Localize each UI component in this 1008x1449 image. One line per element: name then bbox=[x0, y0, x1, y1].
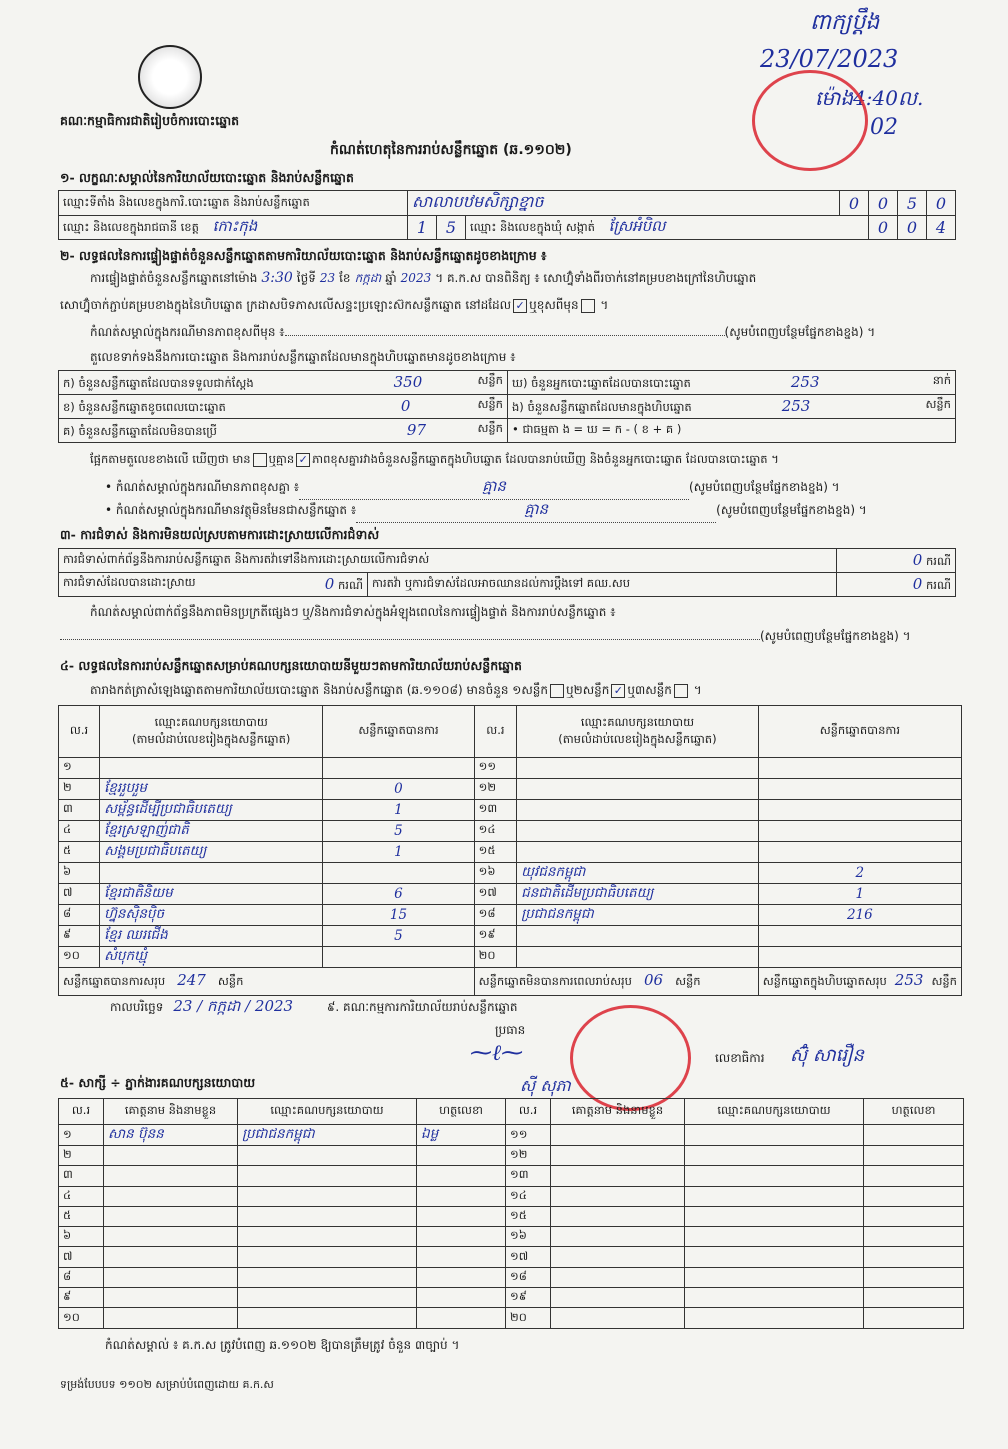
table-row bbox=[59, 1166, 964, 1186]
row-no: ១១ bbox=[506, 1125, 551, 1146]
row-no: ១៩ bbox=[506, 1288, 551, 1308]
witness-signature bbox=[864, 1288, 964, 1308]
section-1-heading: ១- លក្ខណៈសម្គាល់នៃការិយាល័យបោះឆ្នោត និងរាប់សន្លឹកឆ្នោត bbox=[60, 170, 354, 185]
party-name: ខ្មែរជាតិនិយម bbox=[100, 883, 323, 904]
witness-name bbox=[551, 1125, 685, 1146]
table-row bbox=[59, 1308, 964, 1328]
s1-r3-value: ស្រែអំបិល bbox=[608, 216, 666, 235]
party-name bbox=[517, 799, 759, 820]
row-no: ១៥ bbox=[506, 1206, 551, 1226]
row-no: ៩ bbox=[59, 925, 100, 946]
witness-party bbox=[685, 1206, 864, 1226]
witness-signature bbox=[417, 1206, 506, 1226]
president-label: ប្រធាន bbox=[495, 1023, 526, 1037]
table-row bbox=[59, 883, 962, 904]
table-row bbox=[59, 1125, 964, 1146]
table-row bbox=[59, 925, 962, 946]
row-no: ១៧ bbox=[506, 1247, 551, 1267]
witness-name bbox=[104, 1247, 238, 1267]
witness-name bbox=[551, 1146, 685, 1166]
row-no: ១៣ bbox=[474, 799, 516, 820]
checkbox-3sheet[interactable] bbox=[674, 684, 688, 698]
witness-party bbox=[685, 1186, 864, 1206]
witness-party bbox=[238, 1267, 417, 1287]
s1-r2-code-1: 5 bbox=[437, 216, 466, 240]
witness-party bbox=[238, 1186, 417, 1206]
section-1-table bbox=[58, 190, 956, 240]
party-name: យុវជនកម្ពុជា bbox=[517, 862, 759, 883]
org-name: គណៈកម្មាធិការជាតិរៀបចំការបោះឆ្នោត bbox=[60, 113, 240, 128]
s3-note-line: (សូមបំពេញបន្ថែមផ្នែកខាងខ្នង) ។ bbox=[60, 628, 960, 646]
witness-signature: ឯម្ល bbox=[417, 1125, 506, 1146]
table-row bbox=[59, 862, 962, 883]
s2-e-value: 253 bbox=[781, 396, 811, 415]
s5-note: កំណត់សម្គាល់ ៖ គ.ក.ស ត្រូវបំពេញ ឆ.១១០២ ឱ្យបានត្រឹមត្រូវ ចំនួន ៣ច្បាប់ ។ bbox=[105, 1338, 460, 1352]
row-no: ៣ bbox=[59, 799, 100, 820]
witness-party bbox=[685, 1267, 864, 1287]
witness-party bbox=[238, 1288, 417, 1308]
witness-signature bbox=[864, 1125, 964, 1146]
party-name: សង្គមប្រជាធិបតេយ្យ bbox=[100, 841, 323, 862]
party-name bbox=[100, 862, 323, 883]
party-votes: 5 bbox=[323, 925, 474, 946]
witness-signature bbox=[417, 1247, 506, 1267]
witness-name: សាន ប៊ុនន bbox=[104, 1125, 238, 1146]
section-4-heading: ៤- លទ្ធផលនៃការរាប់សន្លឹកឆ្នោតសម្រាប់គណបក្សនយោបាយនីមួយៗតាមការិយាល័យរាប់សន្លឹកឆ្នោត bbox=[60, 658, 522, 673]
party-name: ហ្វ៊ុនស៊ិនប៉ិច bbox=[100, 904, 323, 925]
party-votes bbox=[758, 946, 961, 967]
checkbox-different[interactable] bbox=[581, 299, 595, 313]
checkbox-1sheet[interactable] bbox=[550, 684, 564, 698]
party-name: ប្រជាជនកម្ពុជា bbox=[517, 904, 759, 925]
row-no: ១៥ bbox=[474, 841, 516, 862]
table-row bbox=[59, 841, 962, 862]
table-row bbox=[59, 820, 962, 841]
witness-name bbox=[104, 1186, 238, 1206]
witness-signature bbox=[417, 1308, 506, 1328]
col-no-left: ល.រ bbox=[59, 706, 100, 758]
witness-name bbox=[104, 1288, 238, 1308]
row-no: ១៦ bbox=[474, 862, 516, 883]
party-votes bbox=[323, 862, 474, 883]
table-row bbox=[59, 1146, 964, 1166]
party-votes: 1 bbox=[323, 799, 474, 820]
s2-figures-table: ក) ចំនួនសន្លឹកឆ្នោតដែលបានទទួលជាក់ស្ដែង 350 សន្លឹក ឃ) ចំនួនអ្នកបោះឆ្នោតដែលបានបោះឆ្នោត 253 នាក់ ខ) ចំនួនសន្លឹកឆ្នោតខូចពេលបោះឆ្នោត 0 សន្លឹក ង) ចំនួនសន្លឹកឆ្នោតដែលមានក្នុងហិបឆ្នោត 253 សន្លឹក គ) ចំនួនសន្លឹកឆ្នោតដែលមិនបានប្រើ 97 សន្លឹក • ជាធម្មតា ង = ឃ = ក - ( ខ + គ ) bbox=[58, 370, 956, 443]
s2-note-2: • កំណត់សម្គាល់ក្នុងករណីមានវត្ថុមិនមែនជាសន្លឹកឆ្នោត ៖ គ្មាន (សូមបំពេញបន្ថែមផ្នែកខាងខ្នង) ។ bbox=[105, 500, 960, 523]
witness-name bbox=[551, 1267, 685, 1287]
row-no: ៤ bbox=[59, 820, 100, 841]
nec-logo bbox=[138, 45, 202, 109]
row-no: ៣ bbox=[59, 1166, 104, 1186]
col-no-right: ល.រ bbox=[474, 706, 516, 758]
row-no: ១៨ bbox=[506, 1267, 551, 1287]
party-votes bbox=[758, 841, 961, 862]
table-row bbox=[59, 1227, 964, 1247]
s2-formula: • ជាធម្មតា ង = ឃ = ក - ( ខ + គ ) bbox=[508, 419, 956, 443]
witness-party bbox=[238, 1247, 417, 1267]
party-name bbox=[517, 758, 759, 779]
witness-party bbox=[685, 1288, 864, 1308]
row-no: ៤ bbox=[59, 1186, 104, 1206]
witness-signature bbox=[864, 1247, 964, 1267]
row-no: ១៤ bbox=[506, 1186, 551, 1206]
witness-signature bbox=[417, 1267, 506, 1287]
row-no: ២០ bbox=[474, 946, 516, 967]
s2-note-1: • កំណត់សម្គាល់ក្នុងករណីមានភាពខុសគ្នា ៖ គ្មាន (សូមបំពេញបន្ថែមផ្នែកខាងខ្នង) ។ bbox=[105, 477, 960, 500]
row-no: ១២ bbox=[474, 778, 516, 799]
table-row bbox=[59, 1186, 964, 1206]
witness-party bbox=[238, 1146, 417, 1166]
witness-party bbox=[238, 1166, 417, 1186]
s1-r1-code-2: 5 bbox=[898, 191, 927, 216]
witness-name bbox=[104, 1267, 238, 1287]
witness-signature bbox=[417, 1227, 506, 1247]
s1-r1-value: សាលាបឋមសិក្សាខ្នាច bbox=[408, 191, 840, 216]
row-no: ១២ bbox=[506, 1146, 551, 1166]
witness-signature bbox=[417, 1166, 506, 1186]
s4-date: កាលបរិច្ឆេទ 23 / កក្កដា / 2023 ៩. គណៈកម្មការការិយាល័យរាប់សន្លឹកឆ្នោត bbox=[110, 997, 518, 1015]
s4-intro: តារាងកត់ត្រាសំឡេងឆ្នោតតាមការិយាល័យបោះឆ្នោត និងរាប់សន្លឹកឆ្នោត (ឆ.១១០៨) មានចំនួន ១សន្លឹក ឬ២សន្លឹក ✓ ឬ៣សន្លឹក ។ bbox=[90, 683, 702, 697]
row-no: ៧ bbox=[59, 1247, 104, 1267]
s2-a-value: 350 bbox=[393, 372, 423, 391]
party-name: ខ្មែររួបរួម bbox=[100, 778, 323, 799]
witness-name bbox=[104, 1227, 238, 1247]
table-row bbox=[59, 758, 962, 779]
s3-r1-value: 0 bbox=[912, 550, 923, 569]
s2-b-value: 0 bbox=[400, 396, 411, 415]
row-no: ១ bbox=[59, 758, 100, 779]
s1-r1-code-1: 0 bbox=[869, 191, 898, 216]
witness-name bbox=[551, 1227, 685, 1247]
total-invalid: 06 bbox=[643, 971, 664, 990]
witness-name bbox=[104, 1166, 238, 1186]
s1-r2-code-0: 1 bbox=[408, 216, 437, 240]
checkbox-no-diff[interactable]: ✓ bbox=[296, 453, 310, 467]
s1-r3-code-1: 0 bbox=[898, 216, 927, 240]
s2-day: 23 bbox=[319, 271, 336, 285]
s4-results-table: ល.រ ឈ្មោះគណបក្សនយោបាយ (តាមលំដាប់លេខរៀងក្នុងសន្លឹកឆ្នោត) សន្លឹកឆ្នោតបានការ ល.រ ឈ្មោះគណបក្សនយោបាយ (តាមលំដាប់លេខរៀងក្នុងសន្លឹកឆ្នោត) សន្លឹកឆ្នោតបានការ ១ ១១ ២ ខ្មែររួបរួម 0 ១២ ៣ សម្ព័ន្ធដើម្បីប្រជាធិបតេយ្យ 1 ១៣ ៤ ខ្មែរស្រឡាញ់ជាតិ 5 ១៤ ៥ សង្គមប្រជាធិបតេយ្យ 1 ១៥ ៦ ១៦ យុវជនកម្ពុជា 2 ៧ ខ្មែរជាតិនិយម 6 ១៧ ជនជាតិដើមប្រជាធិបតេយ្យ 1 ៨ ហ្វ៊ុនស៊ិនប៉ិច 15 ១៨ ប្រជាជនកម្ពុជា 216 ៩ ខ្មែរ ឈរជើង 5 ១៩ ១០ សំបុកឃ្មុំ ២០ សន្លឹកឆ្នោតបានការសរុប 247 សន្លឹក សន្លឹកឆ្នោតមិនបានការពេលរាប់សរុប 06 សន្លឹក សន្លឹកឆ្នោតក្នុងហិបឆ្នោតសរុប 253 សន្លឹក bbox=[58, 705, 962, 996]
total-valid: 247 bbox=[177, 971, 206, 990]
section-3-table: ការជំទាស់ពាក់ព័ន្ធនឹងការរាប់សន្លឹកឆ្នោត និងការតវ៉ាទៅនឹងការដោះស្រាយលើការជំទាស់ 0 ករណី ការជំទាស់ដែលបានដោះស្រាយ 0 ករណី ការតវ៉ា ឬការជំទាស់ដែលអាចឈានដល់ការប្ដឹងទៅ គឈ.សប 0 ករណី bbox=[58, 548, 956, 597]
s1-r3-code-2: 4 bbox=[927, 216, 956, 240]
s2-paragraph-1: ការផ្ទៀងផ្ទាត់ចំនួនសន្លឹកឆ្នោតនៅម៉ោង 3:30 ថ្ងៃទី 23 ខែ កក្កដា ឆ្នាំ 2023 ។ គ.ក.ស បានពិនិត្យ ៖ សោហ្វ៊ុំទាំងពីរចាក់នៅគម្របខាងក្រៅនៃហិបឆ្នោត bbox=[90, 270, 757, 286]
row-no: ១ bbox=[59, 1125, 104, 1146]
witness-party bbox=[685, 1125, 864, 1146]
s2-time: 3:30 bbox=[261, 270, 293, 286]
witness-signature bbox=[417, 1288, 506, 1308]
table-row bbox=[59, 799, 962, 820]
party-name: ខ្មែរស្រឡាញ់ជាតិ bbox=[100, 820, 323, 841]
witness-name bbox=[551, 1288, 685, 1308]
s1-r1-code-0: 0 bbox=[840, 191, 869, 216]
checkbox-yes-diff[interactable] bbox=[253, 453, 267, 467]
party-name: ជនជាតិដើមប្រជាធិបតេយ្យ bbox=[517, 883, 759, 904]
witness-signature bbox=[864, 1146, 964, 1166]
section-3-heading: ៣- ការជំទាស់ និងការមិនយល់ស្របតាមការដោះស្រាយលើការជំទាស់ bbox=[60, 527, 380, 542]
s2-paragraph-3: តួលេខទាក់ទងនឹងការបោះឆ្នោត និងការរាប់សន្លឹកឆ្នោតដែលមានក្នុងហិបឆ្នោតមានដូចខាងក្រោម ៖ bbox=[90, 350, 516, 364]
table-row bbox=[59, 1206, 964, 1226]
party-name: ខ្មែរ ឈរជើង bbox=[100, 925, 323, 946]
row-no: ៩ bbox=[59, 1288, 104, 1308]
party-votes: 1 bbox=[323, 841, 474, 862]
table-row bbox=[59, 778, 962, 799]
witness-party bbox=[685, 1308, 864, 1328]
row-no: ១០ bbox=[59, 946, 100, 967]
s1-r3-label: ឈ្មោះ និងលេខក្នុងឃុំ សង្កាត់ ស្រែអំបិល bbox=[466, 216, 869, 240]
party-name: សម្ព័ន្ធដើម្បីប្រជាធិបតេយ្យ bbox=[100, 799, 323, 820]
party-name bbox=[517, 841, 759, 862]
witness-party bbox=[238, 1227, 417, 1247]
witness-signature bbox=[417, 1186, 506, 1206]
s2-month: កក្កដា bbox=[354, 271, 382, 285]
total-box: 253 bbox=[894, 971, 924, 990]
s2-paragraph-2: សោហ្វ៊ុំចាក់ភ្ជាប់គម្របខាងក្នុងនៃហិបឆ្នោត ក្រដាសបិទភាសលើសន្ទះប្រឡោះស៊កសន្លឹកឆ្នោត នៅដដែល ✓ ឬខុសពីមុន ។ bbox=[60, 298, 609, 312]
red-stamp-committee bbox=[570, 1005, 691, 1111]
row-no: ៨ bbox=[59, 1267, 104, 1287]
s1-r1-label: ឈ្មោះទីតាំង និងលេខក្នុងការិ.បោះឆ្នោត និងរាប់សន្លឹកឆ្នោត bbox=[59, 191, 408, 216]
party-name bbox=[517, 946, 759, 967]
witness-party bbox=[685, 1227, 864, 1247]
section-2-heading: ២- លទ្ធផលនៃការផ្ទៀងផ្ទាត់ចំនួនសន្លឹកឆ្នោតតាមការិយាល័យបោះឆ្នោត និងរាប់សន្លឹកឆ្នោតដូចខាងក្រោម ៖ bbox=[60, 248, 547, 263]
party-votes: 15 bbox=[323, 904, 474, 925]
secretary-label: លេខាធិការ bbox=[715, 1051, 765, 1065]
row-no: ១៧ bbox=[474, 883, 516, 904]
handwritten-word: ពាក្យប្ដឹង bbox=[810, 10, 880, 35]
witness-signature bbox=[864, 1186, 964, 1206]
page-title: កំណត់ហេតុនៃការរាប់សន្លឹកឆ្នោត (ឆ.១១០២) bbox=[330, 142, 572, 158]
witness-party bbox=[685, 1166, 864, 1186]
table-row bbox=[59, 1288, 964, 1308]
party-name bbox=[517, 778, 759, 799]
witness-name bbox=[551, 1186, 685, 1206]
party-votes: 6 bbox=[323, 883, 474, 904]
witness-name bbox=[551, 1247, 685, 1267]
red-stamp-top bbox=[752, 70, 868, 171]
witness-party bbox=[238, 1206, 417, 1226]
witness-party bbox=[685, 1247, 864, 1267]
row-no: ១៨ bbox=[474, 904, 516, 925]
witness-party bbox=[685, 1146, 864, 1166]
s2-c-value: 97 bbox=[406, 420, 427, 439]
party-name bbox=[100, 758, 323, 779]
s1-r2-label: ឈ្មោះ និងលេខក្នុងរាជធានី ខេត្ត កោះកុង bbox=[59, 216, 408, 240]
row-no: ២ bbox=[59, 1146, 104, 1166]
party-votes bbox=[758, 778, 961, 799]
row-no: ៥ bbox=[59, 1206, 104, 1226]
table-row bbox=[59, 1247, 964, 1267]
s1-r3-code-0: 0 bbox=[869, 216, 898, 240]
witness-name bbox=[551, 1308, 685, 1328]
row-no: ១១ bbox=[474, 758, 516, 779]
witness-name bbox=[104, 1308, 238, 1328]
row-no: ១៦ bbox=[506, 1227, 551, 1247]
witness-signature bbox=[864, 1206, 964, 1226]
row-no: ៦ bbox=[59, 1227, 104, 1247]
witness-name bbox=[551, 1166, 685, 1186]
row-no: ៥ bbox=[59, 841, 100, 862]
party-name: សំបុកឃ្មុំ bbox=[100, 946, 323, 967]
witness-signature bbox=[864, 1227, 964, 1247]
s1-r2-value: កោះកុង bbox=[212, 216, 258, 235]
checkbox-2sheet[interactable]: ✓ bbox=[611, 684, 625, 698]
party-votes bbox=[323, 758, 474, 779]
s3-note: កំណត់សម្គាល់ពាក់ព័ន្ធនឹងភាពមិនប្រក្រតីផ្សេងៗ ឬ/និងការជំទាស់ក្នុងអំឡុងពេលនៃការផ្ទៀងផ្ទាត់ និងការរាប់សន្លឹកឆ្នោត ៖ bbox=[90, 605, 616, 619]
s2-year: 2023 bbox=[400, 271, 432, 285]
checkbox-same[interactable]: ✓ bbox=[513, 299, 527, 313]
handwritten-date: 23/07/2023 bbox=[760, 45, 899, 73]
witness-signature bbox=[417, 1146, 506, 1166]
party-votes: 1 bbox=[758, 883, 961, 904]
handwritten-mark: 02 bbox=[870, 115, 898, 140]
s1-r1-code-3: 0 bbox=[927, 191, 956, 216]
s5-witness-table: ល.រ គោត្តនាម និងនាមខ្លួន ឈ្មោះគណបក្សនយោបាយ ហត្ថលេខា ល.រ គោត្តនាម និងនាមខ្លួន ឈ្មោះគណបក្សនយោបាយ ហត្ថលេខា ១ សាន ប៊ុនន ប្រជាជនកម្ពុជា ឯម្ល ១១ ២ ១២ ៣ ១៣ ៤ ១៤ ៥ ១៥ ៦ ១៦ ៧ ១៧ ៨ ១៨ ៩ ១៩ ១០ ២០ bbox=[58, 1098, 964, 1329]
s3-r2-value: 0 bbox=[324, 574, 335, 593]
witness-name bbox=[551, 1206, 685, 1226]
party-votes: 216 bbox=[758, 904, 961, 925]
witness-signature bbox=[864, 1308, 964, 1328]
party-votes bbox=[758, 820, 961, 841]
witness-party bbox=[238, 1308, 417, 1328]
handwritten-time: ម៉ោង4:40ល. bbox=[815, 86, 924, 110]
row-no: ៨ bbox=[59, 904, 100, 925]
party-votes bbox=[758, 799, 961, 820]
table-row bbox=[59, 946, 962, 967]
witness-signature bbox=[864, 1267, 964, 1287]
row-no: ១៩ bbox=[474, 925, 516, 946]
row-no: ២ bbox=[59, 778, 100, 799]
secretary-name: ស៊ុំ សារឿន bbox=[790, 1045, 864, 1066]
row-no: ២០ bbox=[506, 1308, 551, 1328]
footer-form: ទម្រង់បែបបទ ១១០២ សម្រាប់បំពេញដោយ គ.ក.ស bbox=[60, 1378, 274, 1391]
table-row bbox=[59, 1267, 964, 1287]
row-no: ៧ bbox=[59, 883, 100, 904]
party-votes: 0 bbox=[323, 778, 474, 799]
party-name bbox=[517, 925, 759, 946]
row-no: ៦ bbox=[59, 862, 100, 883]
s2-d-value: 253 bbox=[790, 372, 820, 391]
witness-signature bbox=[864, 1166, 964, 1186]
president-name: ស៊ី សុភា bbox=[520, 1076, 571, 1095]
table-row bbox=[59, 904, 962, 925]
party-name bbox=[517, 820, 759, 841]
section-5-heading: ៥- សាក្សី ÷ ភ្នាក់ងារគណបក្សនយោបាយ bbox=[60, 1075, 256, 1090]
row-no: ១៤ bbox=[474, 820, 516, 841]
party-votes: 5 bbox=[323, 820, 474, 841]
witness-name bbox=[104, 1206, 238, 1226]
s2-paragraph-4: ផ្អែកតាមតួលេខខាងលើ ឃើញថា មាន ឬគ្មាន ✓ ភាពខុសគ្នារវាងចំនួនសន្លឹកឆ្នោតក្នុងហិបឆ្នោត ដែលបានរាប់ឃើញ និងចំនួនអ្នកបោះឆ្នោត ដែលបានបោះឆ្នោត ។ bbox=[90, 452, 779, 466]
witness-name bbox=[104, 1146, 238, 1166]
party-votes bbox=[323, 946, 474, 967]
party-votes: 2 bbox=[758, 862, 961, 883]
witness-party: ប្រជាជនកម្ពុជា bbox=[238, 1125, 417, 1146]
row-no: ១៣ bbox=[506, 1166, 551, 1186]
row-no: ១០ bbox=[59, 1308, 104, 1328]
president-signature: ⁓ℓ⁓ bbox=[470, 1041, 524, 1066]
s3-r3-value: 0 bbox=[912, 574, 923, 593]
s2-note: កំណត់សម្គាល់ក្នុងករណីមានភាពខុសពីមុន ៖ (សូមបំពេញបន្ថែមផ្នែកខាងខ្នង) ។ bbox=[90, 325, 876, 339]
party-votes bbox=[758, 925, 961, 946]
party-votes bbox=[758, 758, 961, 779]
